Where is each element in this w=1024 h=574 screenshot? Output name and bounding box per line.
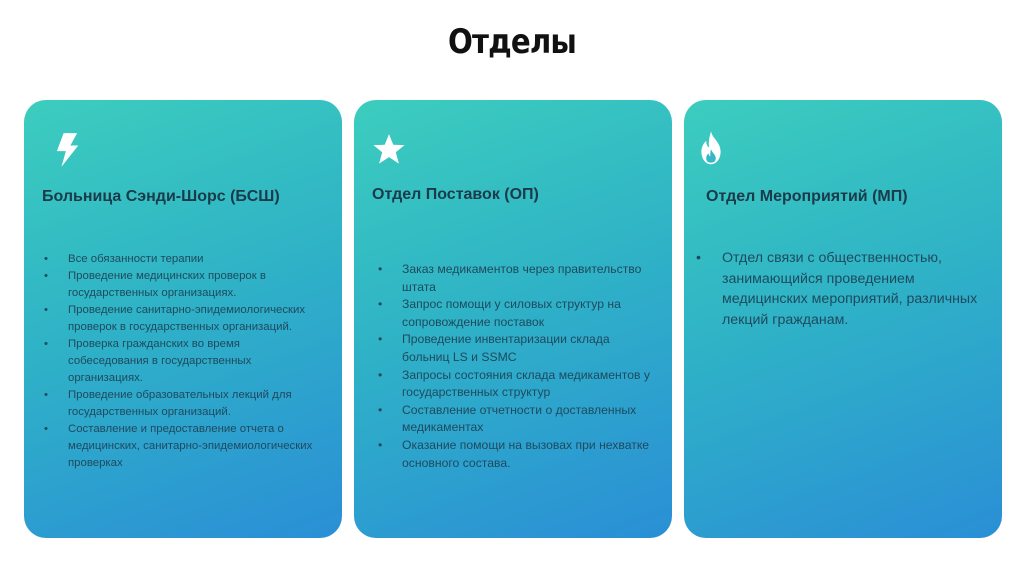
list-item: • Проведение санитарно-эпидемиологических проверок в государственных организаций. [42, 302, 322, 336]
department-card-op [354, 100, 672, 538]
list-item: • Оказание помощи на вызовах при нехватке основного состава. [376, 437, 652, 472]
card-title: Отдел Поставок (ОП) [372, 186, 539, 203]
page-title: Отделы [448, 22, 576, 62]
list-item: • Составление и предоставление отчета о медицинских, санитарно-эпидемиологических проверках [42, 421, 322, 472]
card-items-list [694, 248, 986, 330]
lightning-icon [52, 132, 82, 168]
list-item: • Проведение инвентаризации склада больниц LS и SSMC [376, 331, 652, 366]
list-item: • Составление отчетности о доставленных медикаментах [376, 402, 652, 437]
list-item: • Все обязанности терапии [42, 251, 322, 268]
list-item: • Проведение медицинских проверок в государственных организациях. [42, 268, 322, 302]
list-item: • Проверка гражданских во время собеседования в государственных организациях. [42, 336, 322, 387]
list-item: • Проведение образовательных лекций для государственных организаций. [42, 387, 322, 421]
department-card-bsh [24, 100, 342, 538]
star-icon [372, 132, 406, 166]
list-item: • Заказ медикаментов через правительство штата [376, 261, 652, 296]
card-items-list [376, 261, 652, 472]
card-items-list [42, 251, 322, 472]
department-card-mp [684, 100, 1002, 538]
list-item: • Запрос помощи у силовых структур на сопровождение поставок [376, 296, 652, 331]
card-title: Больница Сэнди-Шорс (БСШ) [42, 188, 280, 205]
flame-icon [696, 130, 726, 166]
list-item: • Запросы состояния склада медикаментов у государственных структур [376, 367, 652, 402]
list-item: • Отдел связи с общественностью, занимающийся проведением медицинских мероприятий, различных лекций гражданам. [694, 248, 986, 330]
card-title: Отдел Мероприятий (МП) [706, 188, 908, 205]
